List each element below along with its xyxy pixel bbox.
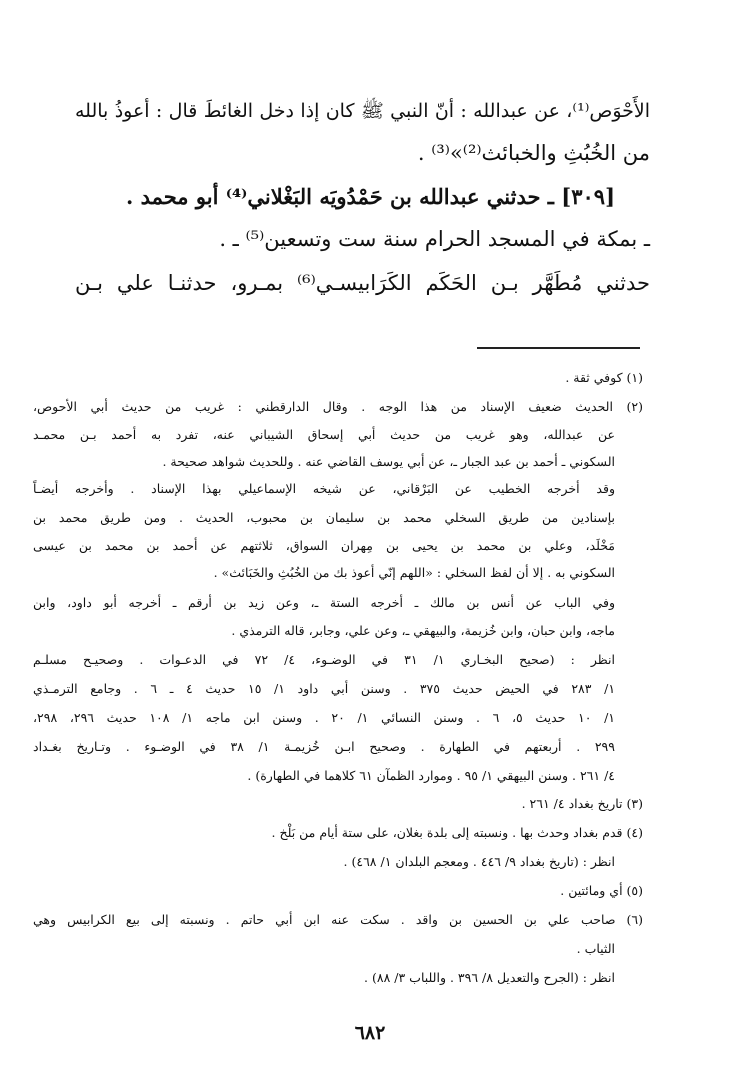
footnote-2-line: ٤/ ٢٦١ . وسنن البيهقي ١/ ٩٥ . وموارد الظمآن ٦١ كلاهما في الطهارة) . [247, 768, 615, 783]
footnote-2-line: السكوني ـ أحمد بن عبد الجبار ـ، عن أبي يوسف القاضي عنه . وللحديث شواهد صحيحة . [162, 454, 615, 469]
footnote-divider [477, 347, 640, 349]
footnote-4-line: انظر : (تاريخ بغداد ٩/ ٤٤٦ . ومعجم البلدان ١/ ٤٦٨) . [343, 854, 615, 869]
footnote-2-line: وفي الباب عن أنس بن مالك ـ أخرجه الستة ـ، وعن زيد بن أرقم ـ أخرجه أبو داود، وابن [33, 595, 615, 610]
main-text-line-2: من الخُبُثِ والخبائث⁽²⁾»⁽³⁾ . [417, 141, 650, 165]
footnote-2-line: ٢٩٩ . أربعتهم في الطهارة . وصحيح ابـن خُزيمـة ١/ ٣٨ في الوضـوء . وتـاريخ بغـداد [33, 739, 615, 754]
main-text-line-1: الأَحْوَص⁽¹⁾، عن عبدالله : أنّ النبي ﷺ كان إذا دخل الغائطَ قال : أعوذُ بالله [75, 100, 650, 122]
footnote-2-line: وقد أخرجه الخطيب عن البَرْقاني، عن شيخه الإسماعيلي بهذا الإسناد . وأخرجه أيضـاً [33, 481, 615, 496]
main-text-line-4: ـ بمكة في المسجد الحرام سنة ست وتسعين⁽⁵⁾ ـ . [219, 227, 650, 251]
footnote-2-line: ١/ ٢٨٣ في الحيض حديث ٣٧٥ . وسنن أبي داود ١/ ١٥ حديث ٤ ـ ٦ . وجامع الترمـذي [33, 681, 616, 696]
footnote-2-line: بإسنادين من طريق السخلي محمد بن سليمان بن محبوب، الحديث . ومن طريق محمد بن [33, 510, 615, 525]
page-number: ٦٨٢ [354, 1022, 386, 1044]
footnote-2-line: ماجه، وابن حبان، وابن خُزيمة، والبيهقي ـ، وعن علي، وجابر، قاله الترمذي . [231, 623, 615, 638]
footnote-6-line: الثياب . [576, 941, 615, 956]
footnote-6-line: انظر : (الجرح والتعديل ٨/ ٣٩٦ . واللباب ٣/ ٨٨) . [364, 970, 615, 985]
footnote-4: (٤) قدم بغداد وحدث بها . ونسبته إلى بلدة بغلان، على ستة أيام من بَلْخ . [271, 825, 643, 840]
footnote-1: (١) كوفي ثقة . [565, 370, 643, 385]
footnote-2-line: انظر : (صحيح البخـاري ١/ ٣١ في الوضـوء، ٤/ ٧٢ في الدعـوات . وصحيـح مسلـم [33, 652, 616, 667]
footnote-6: (٦) صاحب علي بن الحسين بن واقد . سكت عنه ابن أبي حاتم . ونسبته إلى بيع الكرابيس وهي [33, 912, 643, 927]
footnote-5: (٥) أي ومائتين . [560, 883, 643, 898]
hadith-heading: [٣٠٩] ـ حدثني عبدالله بن حَمْدُويَه البَغْلاني⁽⁴⁾ أبو محمد . [125, 184, 615, 209]
footnote-2-line: مَخْلَد، وعلي بن محمد بن يحيى بن مِهران السواق، ثلاثتهم عن أحمد بن محمد بن عيسى [33, 538, 615, 553]
main-text-line-5: حدثني مُطَهَّر بـن الحَكَم الكَرَابيسـي⁽⁶⁾ بمـرو، حدثنـا علي بـن [75, 271, 650, 295]
footnote-2-line: عن عبدالله، وهو غريب من حديث أبي إسحاق الشيباني عنه، تفرد به أحمد بـن محمـد [33, 427, 615, 442]
footnote-2-line: السكوني به . إلا أن لفظ السخلي : «اللهم إنّي أعوذ بك من الخُبُثِ والخَبَائث» . [213, 565, 615, 580]
footnote-3: (٣) تاريخ بغداد ٤/ ٢٦١ . [521, 796, 643, 811]
footnote-2: (٢) الحديث ضعيف الإسناد من هذا الوجه . وقال الدارقطني : غريب من حديث أبي الأحوص، [33, 399, 643, 414]
footnote-2-line: ١/ ١٠ حديث ٥، ٦ . وسنن النسائي ١/ ٢٠ . وسنن ابن ماجه ١/ ١٠٨ حديث ٢٩٦، ٢٩٨، [33, 710, 616, 725]
